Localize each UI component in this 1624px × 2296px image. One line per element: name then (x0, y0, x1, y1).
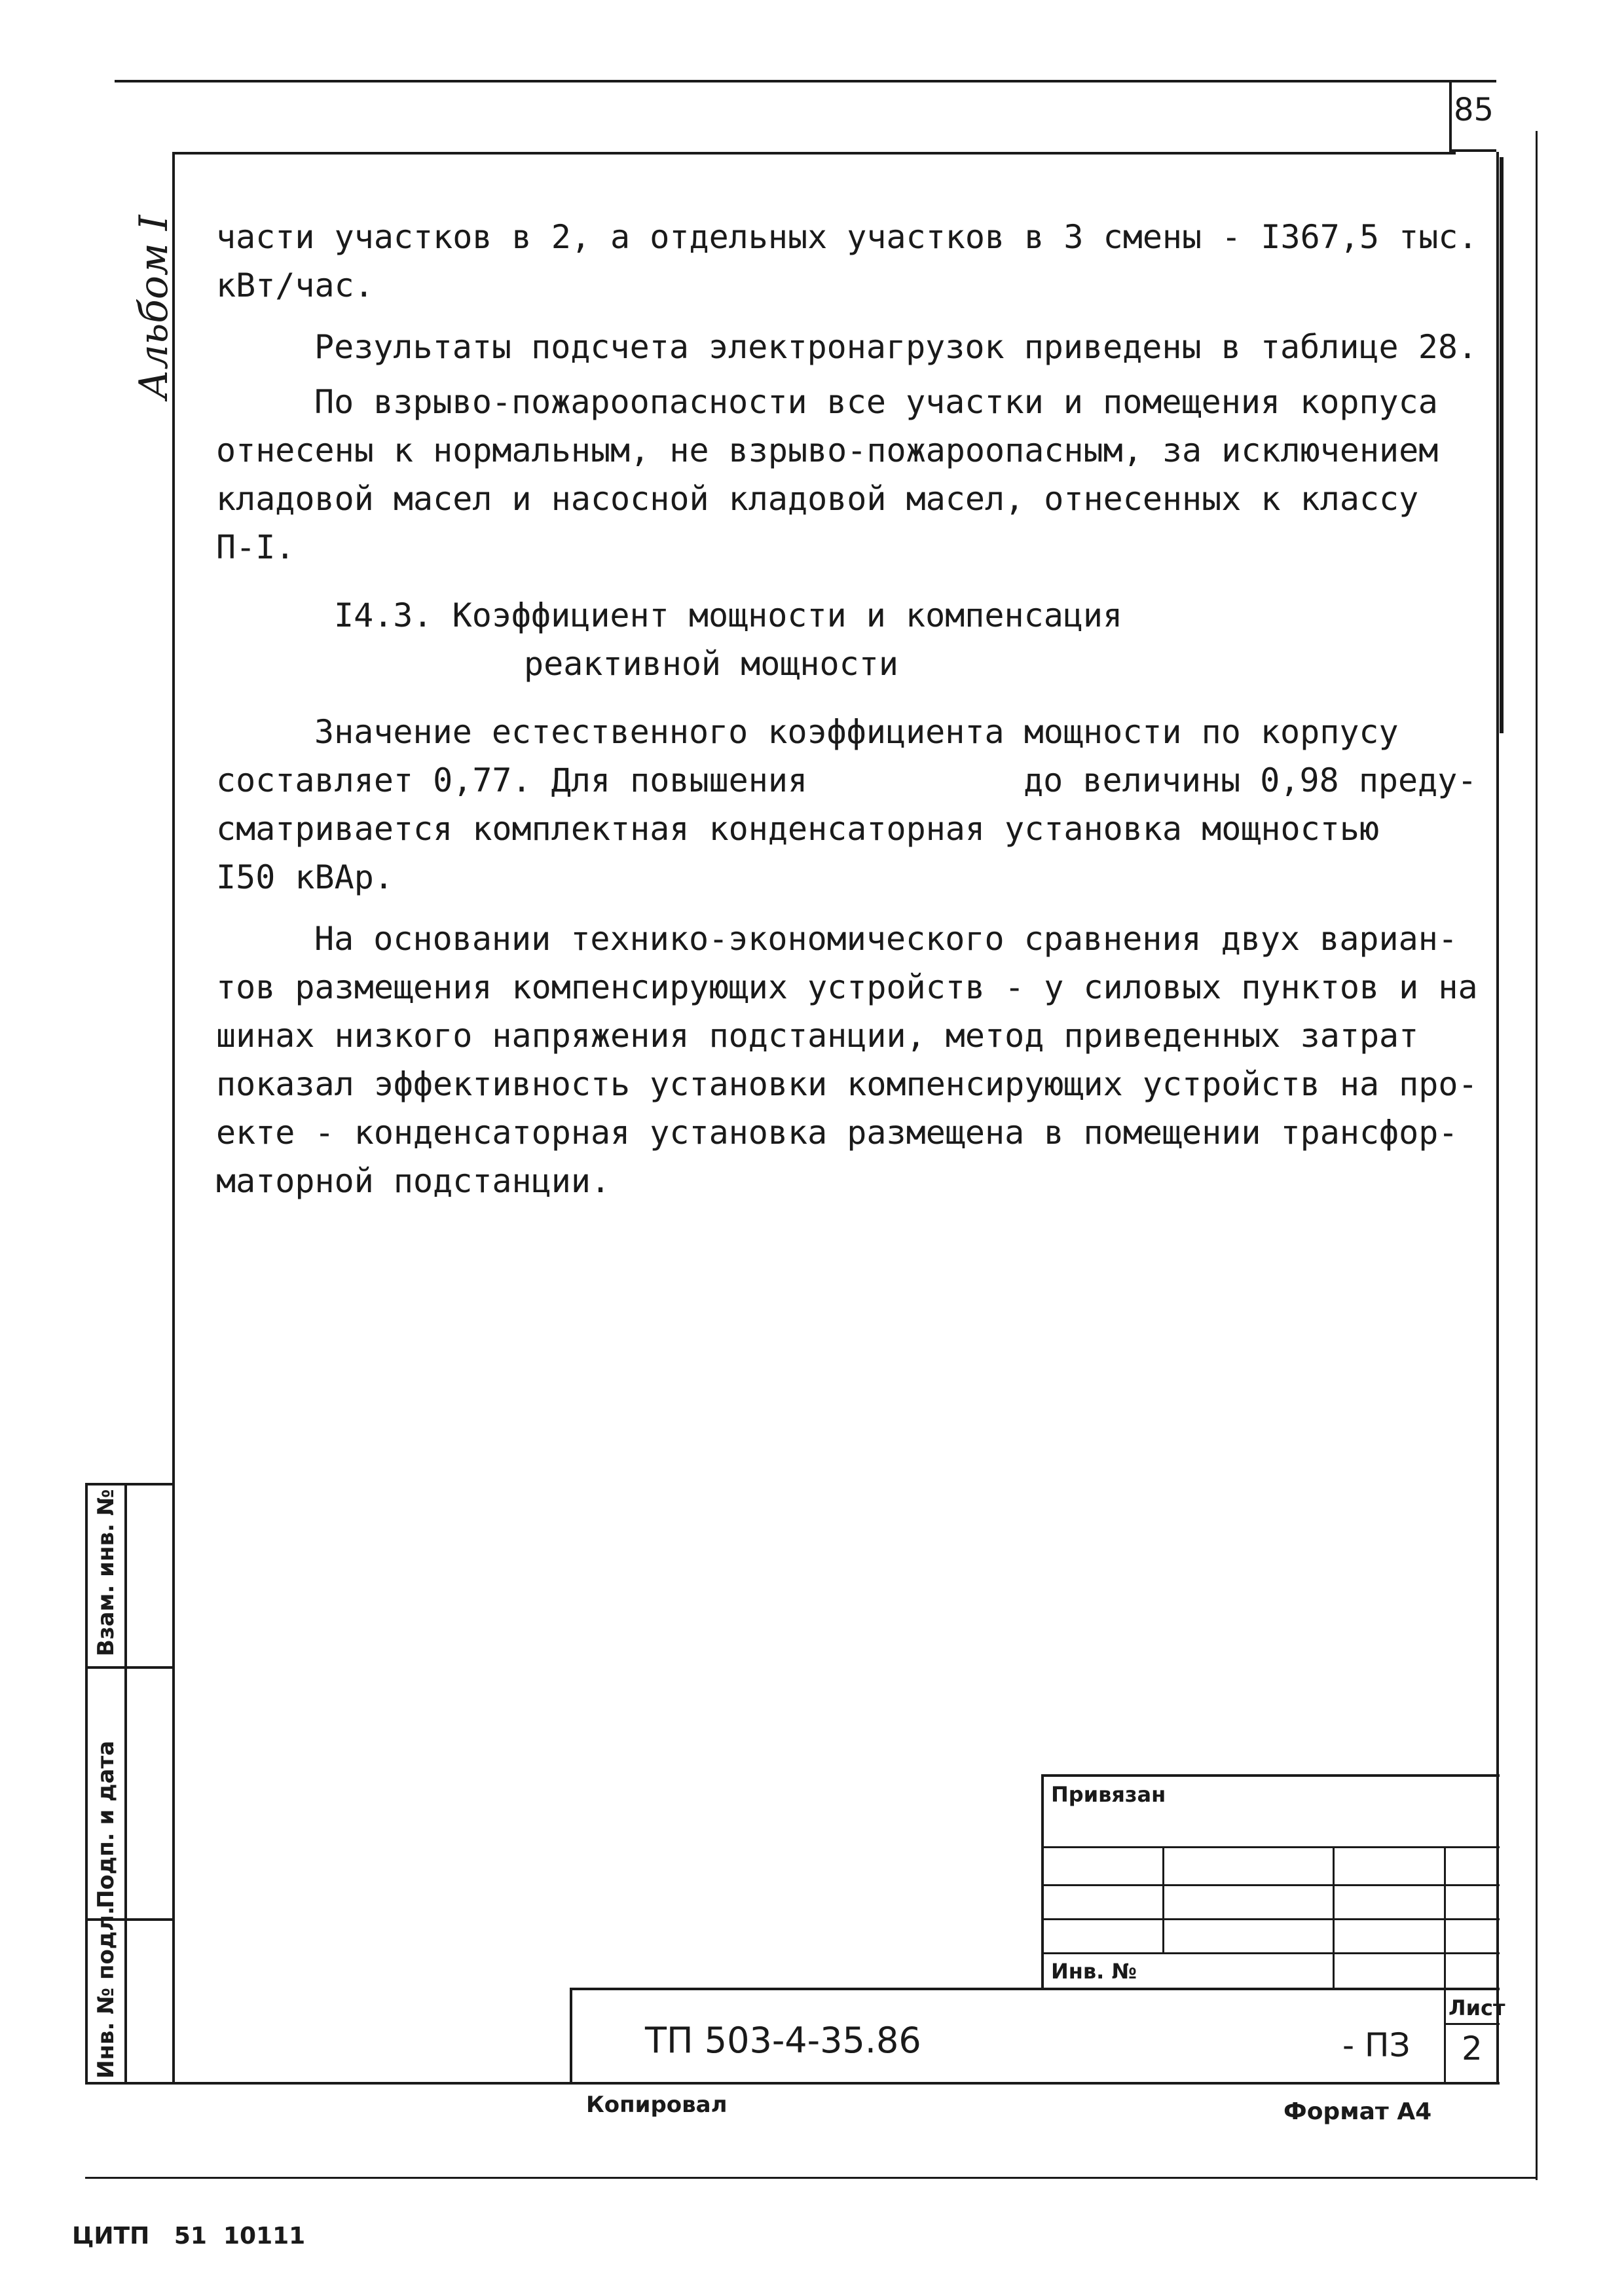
inv-podl-label: Инв. № подл. (93, 1906, 119, 2079)
body-text (216, 213, 1493, 1205)
inner-frame-left (172, 152, 175, 2083)
paragraph-4: Значение естественного коэффициента мощности по корпусу составляет 0,77. Для повышения до величины 0,98 преду- сматривается комплектная конденсаторная установка мощностью I50 кВАр. (216, 713, 1477, 896)
page-number: 85 (1454, 92, 1494, 128)
tb-row4 (1041, 1952, 1500, 1954)
inner-frame-bottom (85, 2082, 1500, 2085)
tb-privyazan-top (1041, 1774, 1500, 1777)
printer-code: ЦИТП 51 10111 (72, 2223, 306, 2250)
doc-code: - ПЗ (1342, 2026, 1411, 2064)
inner-frame-right (1496, 152, 1499, 2083)
top-border-line (115, 80, 1496, 82)
podp-data-label: Подп. и дата (93, 1740, 119, 1908)
tb-main-left (570, 1988, 572, 2083)
tb-col2 (1333, 1846, 1335, 1990)
side-stamp-left (85, 1483, 88, 2084)
album-label: Альбом I (131, 215, 177, 399)
side-stamp-mid (124, 1483, 127, 2084)
tb-row3 (1041, 1918, 1500, 1920)
privyazan-label: Привязан (1051, 1782, 1166, 1807)
tb-row2 (1041, 1884, 1500, 1886)
tb-list-sep (1444, 2023, 1500, 2025)
list-label: Лист (1449, 1995, 1505, 2020)
scan-mark (1500, 157, 1504, 733)
outer-bottom-edge (85, 2177, 1538, 2179)
paragraph-3: По взрыво-пожароопасности все участки и помещения корпуса отнесены к нормальным, не взрыво-пожароопасным, за исключением кладовой масел и насосной кладовой масел, отнесенных к классу П-I. (216, 383, 1439, 566)
paragraph-2: Результаты подсчета электронагрузок приведены в таблице 28. (314, 328, 1478, 366)
tb-row1 (1041, 1846, 1500, 1848)
inner-frame-top (172, 152, 1456, 155)
vzam-inv-label: Взам. инв. № (93, 1489, 119, 1656)
tb-col1 (1162, 1846, 1164, 1952)
section-heading: I4.3. Коэффициент мощности и компенсация реактивной мощности (334, 596, 1123, 683)
designation: ТП 503-4-35.86 (645, 2020, 921, 2061)
tb-col3 (1444, 1846, 1446, 2082)
paragraph-5: На основании технико-экономического сравнения двух вариан- тов размещения компенсирующих устройств - у силовых пунктов и на шинах низкого напряжения подстанции, метод приведенных затрат показал эффективность установки компенсирующих устройств на про- екте - конденсаторная установка размещена в помещении трансфор- маторной подстанции. (216, 920, 1478, 1200)
side-stamp-top (85, 1483, 173, 1485)
inv-no-label: Инв. № (1051, 1959, 1137, 1984)
format-label: Формат А4 (1283, 2098, 1432, 2125)
list-value: 2 (1462, 2030, 1483, 2068)
tb-privyazan-left (1041, 1774, 1044, 1990)
paragraph-1: части участков в 2, а отдельных участков в 3 смены - I367,5 тыс. кВт/час. (216, 218, 1478, 304)
kopiroval-label: Копировал (586, 2092, 728, 2118)
tb-main-top (570, 1988, 1500, 1990)
outer-right-edge (1536, 131, 1538, 2180)
side-stamp-sep1 (85, 1666, 173, 1669)
